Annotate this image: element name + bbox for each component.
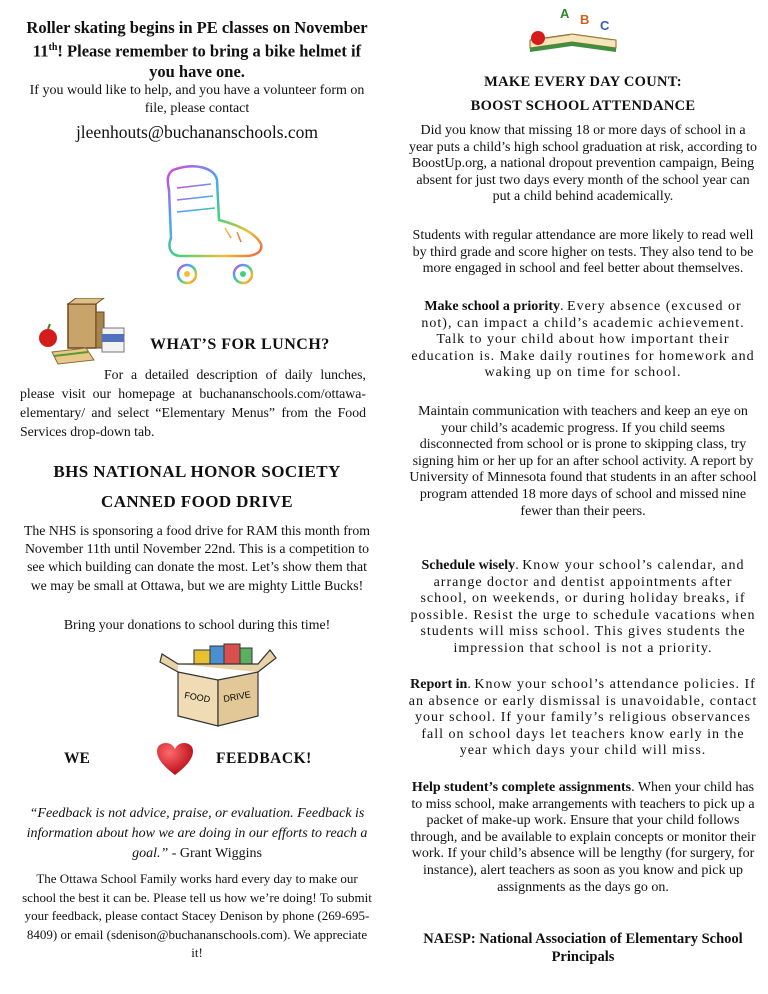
headline-part: ! Please remember to bring a bike helmet if you have one.	[57, 41, 362, 81]
priority-heading: Make school a priority	[424, 299, 561, 314]
box-label-drive: DRIVE	[222, 689, 252, 704]
food-drive-box-icon	[158, 640, 278, 728]
headline-sup: th	[48, 42, 58, 53]
nhs-title: BHS NATIONAL HONOR SOCIETY	[53, 462, 341, 481]
lunch-title: WHAT’S FOR LUNCH?	[150, 336, 330, 353]
attendance-paragraph-4: Maintain communication with teachers and keep an eye on your child’s academic progress. If you child seems disconnected from school or is prone to skipping class, try signing him or her up for an after school activity. A report by University of Minnesota found that students in an after school program attended 18 more days of school and missed nine fewer than their peers.	[409, 404, 757, 519]
attendance-paragraph-5: Schedule wisely. Know your school’s calendar, and arrange doctor and dentist appointments after school, on weekends, or during holiday breaks, if possible. Resist the urge to schedule vacations when students will miss school. This gives students the impression that school is not a priority.	[410, 558, 756, 656]
heart-icon	[156, 742, 194, 776]
abc-book-icon	[520, 4, 625, 54]
attendance-paragraph-7: Help student’s complete assignments. When your child has to miss school, make arrangements with teachers to pick up a packet of make-up work. Ensure that your child follows through, and be available to explain concepts or monitor their work. If your child’s absence will be lengthy (for surgery, for instance), alert teachers as soon as you know and pick up assignments as the days go on.	[410, 780, 756, 895]
food-drive-title: CANNED FOOD DRIVE	[101, 492, 293, 511]
attendance-paragraph-2: Students with regular attendance are more likely to read well by third grade and score higher on tests. They also tend to be more engaged in school and feel better about themselves.	[412, 228, 754, 277]
source-credit: NAESP: National Association of Elementary School Principals	[423, 931, 743, 965]
attendance-subtitle: BOOST SCHOOL ATTENDANCE	[470, 98, 696, 114]
roller-skate-icon	[145, 160, 285, 290]
volunteer-text: If you would like to help, and you have a volunteer form on file, please contact	[29, 83, 365, 116]
food-drive-bring-text: Bring your donations to school during this time!	[63, 617, 331, 632]
box-label-food: FOOD	[183, 690, 211, 705]
assignments-body: When your child has to miss school, make arrangements with teachers to pick up a packet of make-up work. Ensure that your child follows through, and be available to explain concepts or monitor their work. If your child’s absence will be lengthy (for surgery, for instance), alert teachers as soon as you know and pick up assignments as the days go on.	[410, 780, 756, 895]
quote-author: - Grant Wiggins	[168, 846, 262, 861]
lunch-bag-icon	[38, 298, 128, 370]
attendance-paragraph-1: Did you know that missing 18 or more days of school in a year puts a child’s high school graduation at risk, according to BoostUp.org, a national dropout prevention campaign, Being absent for just two days every month of the school year can put a child behind academically.	[409, 123, 757, 205]
abc-letter-c: C	[600, 18, 610, 33]
quote-text: “Feedback is not advice, praise, or evaluation. Feedback is information about how we are doing in our efforts to reach a goal.”	[26, 806, 368, 861]
assignments-heading: Help student’s complete assignments	[411, 780, 632, 795]
roller-skating-headline	[20, 18, 374, 82]
food-drive-body: The NHS is sponsoring a food drive for RAM this month from November 11th until November 22nd. This is a competition to see which building can donate the most. Let’s show them that we may be small at Ottawa, but we are mighty Little Bucks!	[23, 523, 371, 593]
feedback-label: FEEDBACK!	[216, 750, 312, 767]
attendance-paragraph-3: Make school a priority. Every absence (excused or not), can impact a child’s academic achievement. Talk to your child about how important their education is. Make daily routines for homework and waking up on time for school.	[411, 299, 755, 381]
abc-letter-a: A	[560, 6, 570, 21]
schedule-body: Know your school’s calendar, and arrange doctor and dentist appointments after school, on weekends, or during holiday breaks, if possible. Resist the urge to schedule vacations when students will miss school. This gives students the impression that school is not a priority.	[410, 558, 756, 656]
schedule-heading: Schedule wisely	[421, 558, 516, 573]
attendance-title: MAKE EVERY DAY COUNT:	[484, 74, 682, 90]
lunch-body: For a detailed description of daily lunches, please visit our homepage at buchananschools.com/ottawa-elementary/ and select “Elementary Menus” from the Food Services drop-down tab.	[20, 367, 366, 439]
we-label: WE	[64, 750, 90, 767]
attendance-paragraph-6: Report in. Know your school’s attendance policies. If an absence or early dismissal is unavoidable, contact your school. If your family’s religious observances fall on school days let teachers know early in the year which days your child will miss.	[408, 677, 758, 759]
feedback-contact-text: The Ottawa School Family works hard every day to make our school the best it can be. Please tell us how we’re doing! To submit your feedback, please contact Stacey Denison by phone (269-695-8409) or email (sdenison@buchananschools.com). We appreciate it!	[22, 871, 372, 960]
report-body: Know your school’s attendance policies. If an absence or early dismissal is unavoidable, contact your school. If your family’s religious observances fall on school days let teachers know early in the year which days your child will miss.	[408, 677, 758, 759]
priority-body: Every absence (excused or not), can impact a child’s academic achievement. Talk to your child about how important their education is. Make daily routines for homework and waking up on time for school.	[411, 299, 755, 381]
volunteer-email[interactable]: jleenhouts@buchananschools.com	[75, 122, 319, 142]
headline-part: Roller skating begins in PE classes on November 11	[26, 18, 368, 61]
feedback-quote	[20, 804, 374, 864]
report-heading: Report in	[410, 677, 468, 692]
abc-letter-b: B	[580, 12, 590, 27]
